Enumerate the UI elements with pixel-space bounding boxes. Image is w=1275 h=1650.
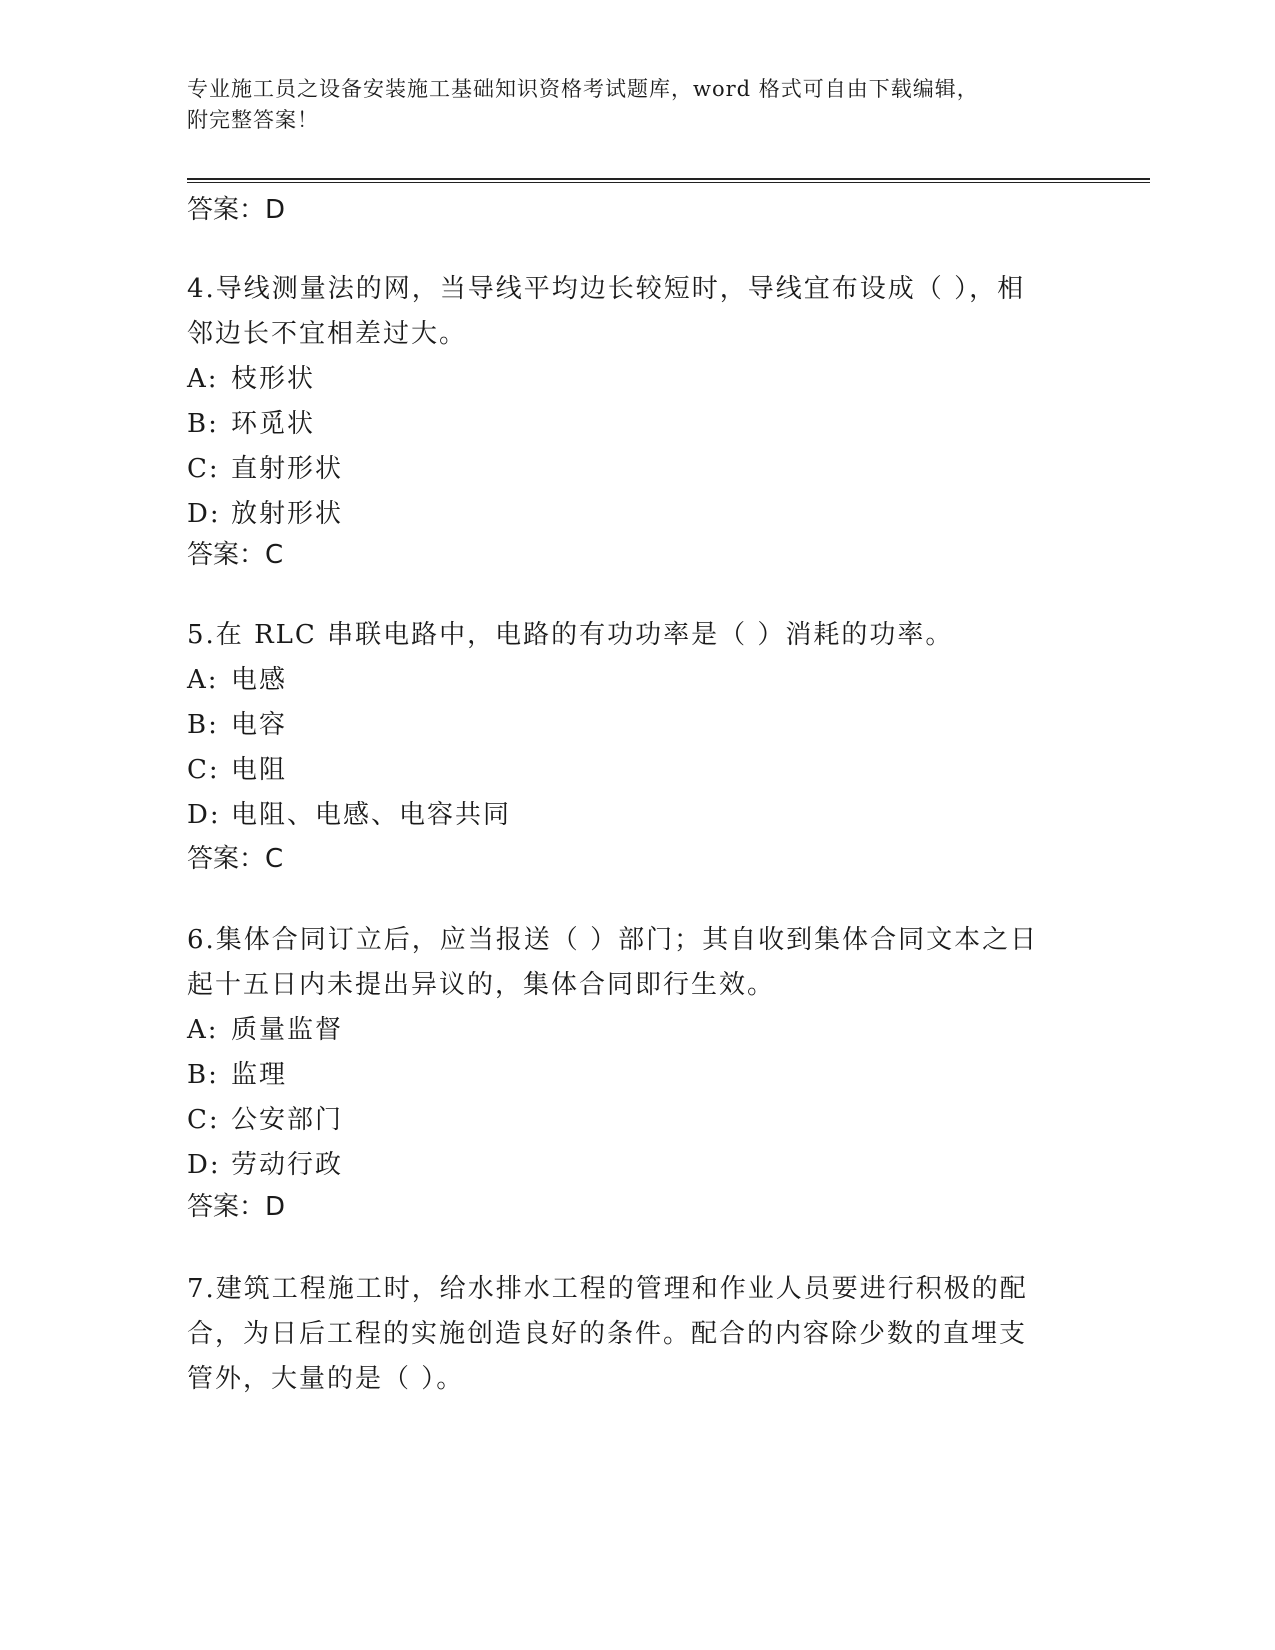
question-4 <box>187 267 1087 537</box>
question-6-line-2: 起十五日内未提出异议的，集体合同即行生效。 <box>187 970 776 1000</box>
question-4-option-b <box>187 402 1087 447</box>
option-text: 质量监督 <box>231 1015 344 1045</box>
option-letter: B: <box>187 1060 219 1090</box>
header-line-1: 专业施工员之设备安装施工基础知识资格考试题库，word 格式可自由下载编辑， <box>187 77 979 101</box>
question-5-option-c <box>187 748 1087 793</box>
document-header <box>187 74 1087 136</box>
option-letter: C: <box>187 454 220 484</box>
question-4-answer: 答案：C <box>187 540 284 570</box>
option-letter: D: <box>187 800 221 830</box>
question-6-option-c <box>187 1098 1087 1143</box>
question-7-line-3: 管外，大量的是（ ）。 <box>187 1364 465 1394</box>
option-letter: A: <box>187 665 219 695</box>
question-7-line-1: 7.建筑工程施工时，给水排水工程的管理和作业人员要进行积极的配 <box>187 1274 1028 1304</box>
question-4-option-a <box>187 357 1087 402</box>
option-text: 枝形状 <box>231 364 316 394</box>
question-4-option-c <box>187 447 1087 492</box>
question-6-answer: 答案：D <box>187 1192 286 1222</box>
question-5-option-d <box>187 793 1087 838</box>
header-divider <box>187 178 1150 183</box>
question-4-line-2: 邻边长不宜相差过大。 <box>187 319 468 349</box>
option-letter: C: <box>187 1105 220 1135</box>
question-4-line-1: 4.导线测量法的网，当导线平均边长较短时，导线宜布设成（ ），相 <box>187 274 1026 304</box>
option-text: 劳动行政 <box>231 1150 344 1180</box>
option-text: 电容 <box>231 710 288 740</box>
option-text: 直射形状 <box>231 454 344 484</box>
question-7 <box>187 1267 1087 1402</box>
question-5-option-b <box>187 703 1087 748</box>
question-6-option-b <box>187 1053 1087 1098</box>
option-text: 电感 <box>231 665 288 695</box>
option-letter: D: <box>187 499 221 529</box>
question-5 <box>187 613 1087 838</box>
option-text: 公安部门 <box>231 1105 344 1135</box>
header-line-2: 附完整答案！ <box>187 108 319 132</box>
option-text: 放射形状 <box>231 499 344 529</box>
option-letter: B: <box>187 710 219 740</box>
question-6-option-d <box>187 1143 1087 1188</box>
option-text: 电阻 <box>231 755 288 785</box>
option-letter: C: <box>187 755 220 785</box>
option-letter: A: <box>187 1015 219 1045</box>
question-7-line-2: 合，为日后工程的实施创造良好的条件。配合的内容除少数的直埋支 <box>187 1319 1028 1349</box>
option-letter: B: <box>187 409 219 439</box>
answer-prev: 答案：D <box>187 195 286 225</box>
option-letter: D: <box>187 1150 221 1180</box>
question-4-option-d <box>187 492 1087 537</box>
question-5-answer: 答案：C <box>187 844 284 874</box>
option-text: 监理 <box>231 1060 288 1090</box>
question-6 <box>187 918 1087 1188</box>
option-text: 电阻、电感、电容共同 <box>231 800 512 830</box>
option-letter: A: <box>187 364 219 394</box>
option-text: 环觅状 <box>231 409 316 439</box>
question-5-line-1: 5.在 RLC 串联电路中，电路的有功功率是（ ）消耗的功率。 <box>187 620 954 650</box>
question-5-option-a <box>187 658 1087 703</box>
question-6-line-1: 6.集体合同订立后，应当报送（ ）部门；其自收到集体合同文本之日 <box>187 925 1039 955</box>
question-6-option-a <box>187 1008 1087 1053</box>
